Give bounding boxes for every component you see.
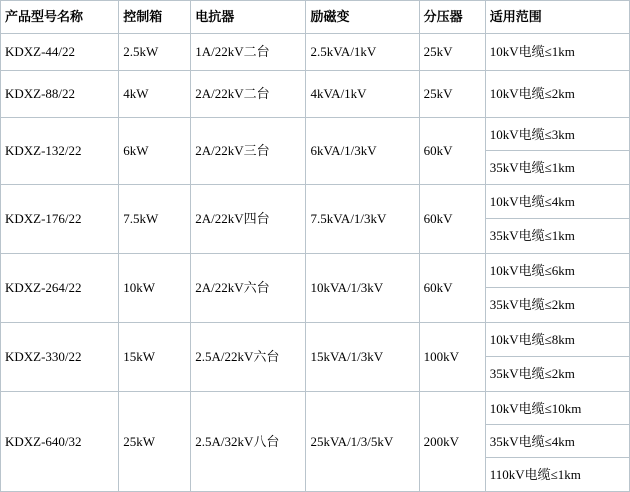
cell-divider: 60kV	[419, 118, 485, 185]
cell-control-box: 6kW	[119, 118, 191, 185]
cell-excitation: 4kVA/1kV	[306, 71, 419, 118]
column-header-excitation: 励磁变	[306, 1, 419, 34]
cell-model: KDXZ-330/22	[1, 323, 119, 392]
cell-control-box: 4kW	[119, 71, 191, 118]
cell-model: KDXZ-264/22	[1, 254, 119, 323]
cell-model: KDXZ-176/22	[1, 185, 119, 254]
range-line: 35kV电缆≤1km	[489, 160, 575, 175]
table-row	[1, 392, 630, 492]
range-line: 10kV电缆≤1km	[489, 44, 575, 59]
range-list	[486, 71, 629, 117]
cell-range	[485, 323, 629, 392]
table-header-row	[1, 1, 630, 34]
cell-divider: 25kV	[419, 71, 485, 118]
range-list	[486, 254, 629, 322]
cell-model: KDXZ-44/22	[1, 34, 119, 71]
range-list	[486, 34, 629, 70]
table-row	[1, 254, 630, 323]
table-header	[1, 1, 630, 34]
range-line: 10kV电缆≤10km	[486, 392, 629, 425]
table-row	[1, 323, 630, 392]
cell-excitation: 6kVA/1/3kV	[306, 118, 419, 185]
cell-control-box: 7.5kW	[119, 185, 191, 254]
cell-reactor: 2A/22kV四台	[191, 185, 306, 254]
column-header-range: 适用范围	[485, 1, 629, 34]
range-line: 10kV电缆≤8km	[486, 323, 629, 357]
table-row	[1, 71, 630, 118]
cell-excitation: 25kVA/1/3/5kV	[306, 392, 419, 492]
cell-range	[485, 185, 629, 254]
range-line: 10kV电缆≤6km	[486, 254, 629, 288]
cell-reactor: 1A/22kV二台	[191, 34, 306, 71]
cell-divider: 25kV	[419, 34, 485, 71]
cell-range	[485, 254, 629, 323]
cell-range	[485, 34, 629, 71]
cell-reactor: 2.5A/22kV六台	[191, 323, 306, 392]
range-line: 10kV电缆≤2km	[489, 86, 575, 101]
range-line: 35kV电缆≤2km	[489, 297, 575, 312]
range-list	[486, 323, 629, 391]
cell-model: KDXZ-640/32	[1, 392, 119, 492]
cell-excitation: 10kVA/1/3kV	[306, 254, 419, 323]
column-header-control-box: 控制箱	[119, 1, 191, 34]
cell-reactor: 2A/22kV二台	[191, 71, 306, 118]
range-list	[486, 118, 629, 184]
range-list	[486, 185, 629, 253]
table-row	[1, 118, 630, 185]
cell-divider: 60kV	[419, 254, 485, 323]
range-line: 10kV电缆≤4km	[486, 185, 629, 219]
cell-range	[485, 118, 629, 185]
cell-control-box: 15kW	[119, 323, 191, 392]
range-list	[486, 392, 629, 491]
range-line: 35kV电缆≤1km	[489, 228, 575, 243]
cell-divider: 100kV	[419, 323, 485, 392]
column-header-divider: 分压器	[419, 1, 485, 34]
table-body	[1, 34, 630, 492]
cell-excitation: 2.5kVA/1kV	[306, 34, 419, 71]
cell-reactor: 2.5A/32kV八台	[191, 392, 306, 492]
cell-divider: 200kV	[419, 392, 485, 492]
cell-reactor: 2A/22kV三台	[191, 118, 306, 185]
range-line: 110kV电缆≤1km	[489, 467, 581, 482]
cell-control-box: 2.5kW	[119, 34, 191, 71]
cell-model: KDXZ-88/22	[1, 71, 119, 118]
column-header-model: 产品型号名称	[1, 1, 119, 34]
range-line: 35kV电缆≤4km	[486, 425, 629, 458]
column-header-reactor: 电抗器	[191, 1, 306, 34]
cell-excitation: 7.5kVA/1/3kV	[306, 185, 419, 254]
cell-excitation: 15kVA/1/3kV	[306, 323, 419, 392]
cell-divider: 60kV	[419, 185, 485, 254]
table-row	[1, 185, 630, 254]
cell-range	[485, 392, 629, 492]
range-line: 10kV电缆≤3km	[486, 118, 629, 151]
cell-control-box: 25kW	[119, 392, 191, 492]
cell-control-box: 10kW	[119, 254, 191, 323]
cell-model: KDXZ-132/22	[1, 118, 119, 185]
cell-range	[485, 71, 629, 118]
cell-reactor: 2A/22kV六台	[191, 254, 306, 323]
range-line: 35kV电缆≤2km	[489, 366, 575, 381]
table-row	[1, 34, 630, 71]
